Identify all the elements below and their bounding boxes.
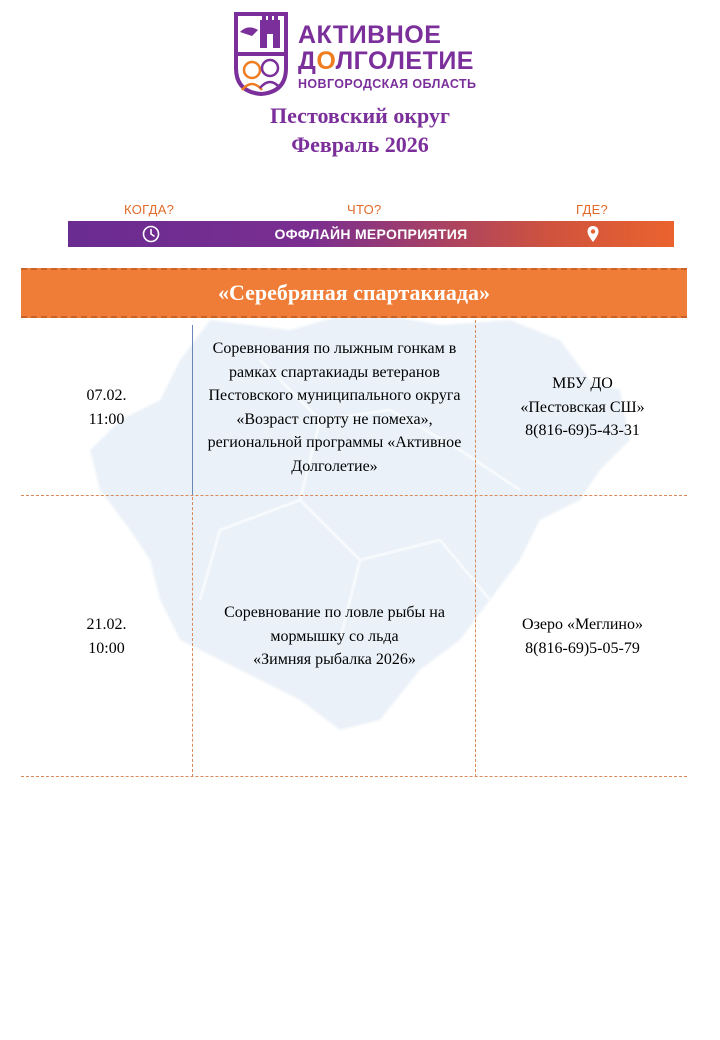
offline-events-band [68, 221, 674, 247]
logo [230, 10, 500, 96]
event-1-description: Соревнования по лыжным гонкам в рамках спартакиады ветеранов Пестовского муниципального округа «Возраст спорту не помеха», региональной программы «Активное Долголетие» [207, 340, 462, 475]
logo-line-2: ДОЛГОЛЕТИЕ [298, 47, 474, 75]
event-1-date: 07.02. [86, 387, 127, 404]
event-1-place-line-2: «Пестовская СШ» [520, 398, 645, 416]
location-pin-icon [583, 224, 603, 244]
event-2-date: 21.02. [86, 616, 127, 633]
emblem-elderly-couple-icon [230, 10, 292, 96]
event-2-description-line-1: Соревнование по ловле рыбы на мормышку со льда [224, 604, 445, 645]
event-1-datetime [21, 320, 192, 495]
event-2-time: 10:00 [88, 639, 125, 657]
logo-line-3: НОВГОРОДСКАЯ ОБЛАСТЬ [298, 77, 477, 91]
month-title: Февраль 2026 [291, 132, 429, 157]
event-2-place [478, 497, 687, 776]
event-2-datetime [21, 497, 192, 776]
event-1-place [478, 320, 687, 495]
event-2-description-line-2: «Зимняя рыбалка 2026» [253, 651, 416, 669]
event-2-description [196, 497, 473, 776]
column-divider [475, 320, 476, 777]
event-2-phone: 8(816-69)5-05-79 [525, 639, 640, 657]
section-title: «Серебряная спартакиада» [217, 280, 491, 305]
event-2-place-line-1: Озеро «Меглино» [522, 616, 643, 633]
event-1-time: 11:00 [88, 410, 125, 428]
logo-text [298, 22, 476, 92]
section-banner [21, 268, 687, 318]
row-divider [21, 776, 687, 777]
label-when: КОГДА? [124, 202, 175, 217]
column-divider [192, 325, 193, 495]
band-title: ОФФЛАЙН МЕРОПРИЯТИЯ [274, 226, 468, 242]
event-1-phone: 8(816-69)5-43-31 [525, 422, 640, 440]
logo-line-1: АКТИВНОЕ [298, 21, 442, 49]
label-where: ГДЕ? [576, 202, 609, 217]
event-1-place-line-1: МБУ ДО [552, 375, 613, 393]
district-title: Пестовский округ [270, 103, 450, 128]
label-what: ЧТО? [347, 202, 382, 217]
row-divider [21, 495, 687, 496]
column-divider [192, 497, 193, 777]
